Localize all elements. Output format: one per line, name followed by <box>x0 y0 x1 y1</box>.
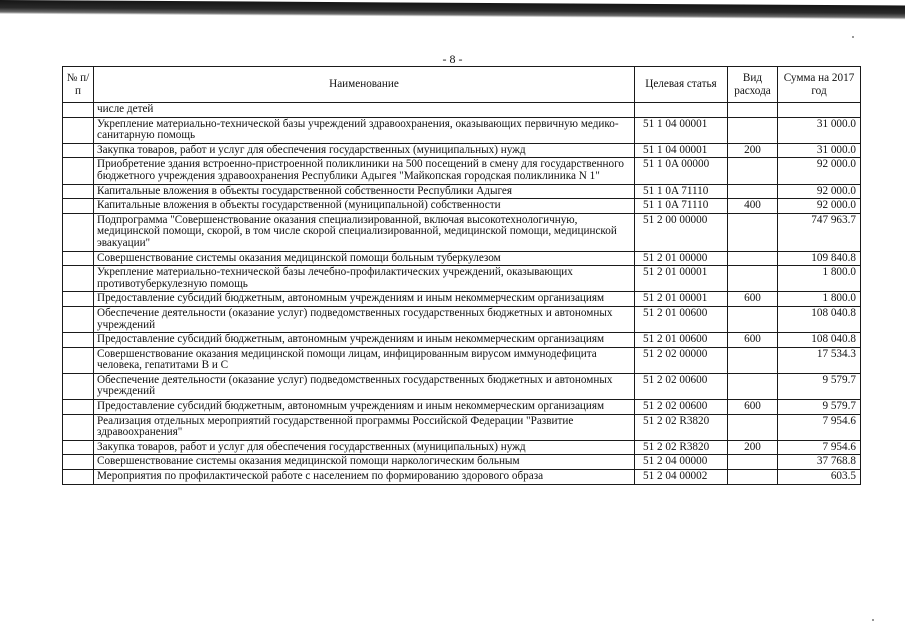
cell-name: Укрепление материально-технической базы учреждений здравоохранения, оказывающих первичную медико-санитарную помощь <box>94 117 635 143</box>
cell-name: Закупка товаров, работ и услуг для обеспечения государственных (муниципальных) нужд <box>94 143 635 158</box>
cell-code: 51 1 04 00001 <box>635 117 728 143</box>
table-row <box>63 373 861 399</box>
cell-num <box>63 266 94 292</box>
table-body <box>63 103 861 485</box>
cell-code <box>635 103 728 118</box>
cell-num <box>63 455 94 470</box>
scan-speck <box>852 36 854 38</box>
cell-code: 51 1 0A 71110 <box>635 184 728 199</box>
cell-num <box>63 292 94 307</box>
cell-type <box>728 184 778 199</box>
cell-code: 51 2 02 R3820 <box>635 440 728 455</box>
cell-code: 51 2 01 00600 <box>635 306 728 332</box>
scan-top-edge <box>0 0 905 20</box>
header-code: Целевая статья <box>635 67 728 103</box>
cell-num <box>63 184 94 199</box>
cell-num <box>63 199 94 214</box>
table-row <box>63 292 861 307</box>
cell-sum: 9 579.7 <box>778 400 861 415</box>
cell-num <box>63 213 94 251</box>
cell-type: 600 <box>728 292 778 307</box>
cell-name: Совершенствование системы оказания медицинской помощи наркологическим больным <box>94 455 635 470</box>
table-row <box>63 266 861 292</box>
budget-table <box>62 66 861 485</box>
cell-sum: 1 800.0 <box>778 266 861 292</box>
cell-sum <box>778 103 861 118</box>
cell-code: 51 2 00 00000 <box>635 213 728 251</box>
cell-num <box>63 103 94 118</box>
cell-type <box>728 470 778 485</box>
cell-type <box>728 347 778 373</box>
table-row <box>63 213 861 251</box>
table-row <box>63 251 861 266</box>
cell-sum: 37 768.8 <box>778 455 861 470</box>
cell-num <box>63 400 94 415</box>
cell-num <box>63 251 94 266</box>
cell-sum: 92 000.0 <box>778 184 861 199</box>
cell-name: Предоставление субсидий бюджетным, автономным учреждениям и иным некоммерческим организациям <box>94 400 635 415</box>
cell-num <box>63 470 94 485</box>
cell-sum: 108 040.8 <box>778 306 861 332</box>
cell-type <box>728 103 778 118</box>
cell-name: Совершенствование оказания медицинской помощи лицам, инфицированным вирусом иммунодефицита человека, гепатитами B и C <box>94 347 635 373</box>
cell-name: Капитальные вложения в объекты государственной (муниципальной) собственности <box>94 199 635 214</box>
cell-type: 600 <box>728 333 778 348</box>
cell-code: 51 2 01 00600 <box>635 333 728 348</box>
cell-name: Предоставление субсидий бюджетным, автономным учреждениям и иным некоммерческим организациям <box>94 333 635 348</box>
cell-num <box>63 306 94 332</box>
cell-name: Обеспечение деятельности (оказание услуг) подведомственных государственных бюджетных и автономных учреждений <box>94 306 635 332</box>
cell-num <box>63 143 94 158</box>
cell-sum: 747 963.7 <box>778 213 861 251</box>
cell-sum: 109 840.8 <box>778 251 861 266</box>
cell-type: 200 <box>728 143 778 158</box>
cell-sum: 9 579.7 <box>778 373 861 399</box>
cell-code: 51 1 0A 00000 <box>635 158 728 184</box>
cell-type <box>728 455 778 470</box>
cell-type: 600 <box>728 400 778 415</box>
cell-name: Укрепление материально-технической базы лечебно-профилактических учреждений, оказывающих противотуберкулезную помощь <box>94 266 635 292</box>
table-row <box>63 347 861 373</box>
cell-sum: 7 954.6 <box>778 414 861 440</box>
table-row <box>63 333 861 348</box>
cell-name: Совершенствование системы оказания медицинской помощи больным туберкулезом <box>94 251 635 266</box>
cell-code: 51 2 02 00600 <box>635 400 728 415</box>
cell-code: 51 2 02 00600 <box>635 373 728 399</box>
cell-code: 51 1 0A 71110 <box>635 199 728 214</box>
table-row <box>63 117 861 143</box>
cell-sum: 7 954.6 <box>778 440 861 455</box>
cell-num <box>63 347 94 373</box>
scan-speck <box>872 619 874 621</box>
cell-type <box>728 414 778 440</box>
table-row <box>63 184 861 199</box>
table-row <box>63 400 861 415</box>
cell-code: 51 2 04 00002 <box>635 470 728 485</box>
cell-sum: 1 800.0 <box>778 292 861 307</box>
table-row <box>63 414 861 440</box>
cell-type <box>728 213 778 251</box>
cell-sum: 92 000.0 <box>778 158 861 184</box>
cell-code: 51 2 02 R3820 <box>635 414 728 440</box>
table-row <box>63 158 861 184</box>
cell-sum: 108 040.8 <box>778 333 861 348</box>
cell-num <box>63 373 94 399</box>
cell-num <box>63 117 94 143</box>
cell-code: 51 2 01 00000 <box>635 251 728 266</box>
cell-type <box>728 373 778 399</box>
cell-type: 200 <box>728 440 778 455</box>
cell-sum: 603.5 <box>778 470 861 485</box>
cell-sum: 31 000.0 <box>778 117 861 143</box>
cell-type <box>728 158 778 184</box>
cell-name: Реализация отдельных мероприятий государственной программы Российской Федерации "Развитие здравоохранения" <box>94 414 635 440</box>
header-name: Наименование <box>94 67 635 103</box>
cell-type <box>728 117 778 143</box>
table-header-row <box>63 67 861 103</box>
cell-code: 51 2 02 00000 <box>635 347 728 373</box>
cell-name: числе детей <box>94 103 635 118</box>
cell-num <box>63 333 94 348</box>
cell-type <box>728 266 778 292</box>
table-row <box>63 470 861 485</box>
cell-name: Подпрограмма "Совершенствование оказания специализированной, включая высокотехнологичную, медицинской помощи, скорой, в том числе скорой специализированной, медицинской помощи, медицинской эвакуации" <box>94 213 635 251</box>
table-row <box>63 440 861 455</box>
table-row <box>63 455 861 470</box>
cell-num <box>63 414 94 440</box>
cell-type <box>728 251 778 266</box>
cell-name: Мероприятия по профилактической работе с населением по формированию здорового образа <box>94 470 635 485</box>
table-row <box>63 103 861 118</box>
header-sum: Сумма на 2017 год <box>778 67 861 103</box>
cell-code: 51 2 01 00001 <box>635 266 728 292</box>
cell-name: Закупка товаров, работ и услуг для обеспечения государственных (муниципальных) нужд <box>94 440 635 455</box>
cell-sum: 31 000.0 <box>778 143 861 158</box>
cell-type <box>728 306 778 332</box>
cell-sum: 17 534.3 <box>778 347 861 373</box>
header-type: Вид расхода <box>728 67 778 103</box>
header-num: № п/п <box>63 67 94 103</box>
page-number: - 8 - <box>442 52 463 66</box>
cell-code: 51 2 04 00000 <box>635 455 728 470</box>
cell-sum: 92 000.0 <box>778 199 861 214</box>
table-row <box>63 143 861 158</box>
cell-name: Капитальные вложения в объекты государственной собственности Республики Адыгея <box>94 184 635 199</box>
cell-name: Предоставление субсидий бюджетным, автономным учреждениям и иным некоммерческим организациям <box>94 292 635 307</box>
cell-name: Обеспечение деятельности (оказание услуг) подведомственных государственных бюджетных и автономных учреждений <box>94 373 635 399</box>
cell-name: Приобретение здания встроенно-пристроенной поликлиники на 500 посещений в смену для государственного бюджетного учреждения здравоохранения Республики Адыгея "Майкопская городская поликлиника N 1" <box>94 158 635 184</box>
table-row <box>63 199 861 214</box>
cell-code: 51 1 04 00001 <box>635 143 728 158</box>
cell-type: 400 <box>728 199 778 214</box>
cell-num <box>63 440 94 455</box>
cell-num <box>63 158 94 184</box>
table-row <box>63 306 861 332</box>
cell-code: 51 2 01 00001 <box>635 292 728 307</box>
